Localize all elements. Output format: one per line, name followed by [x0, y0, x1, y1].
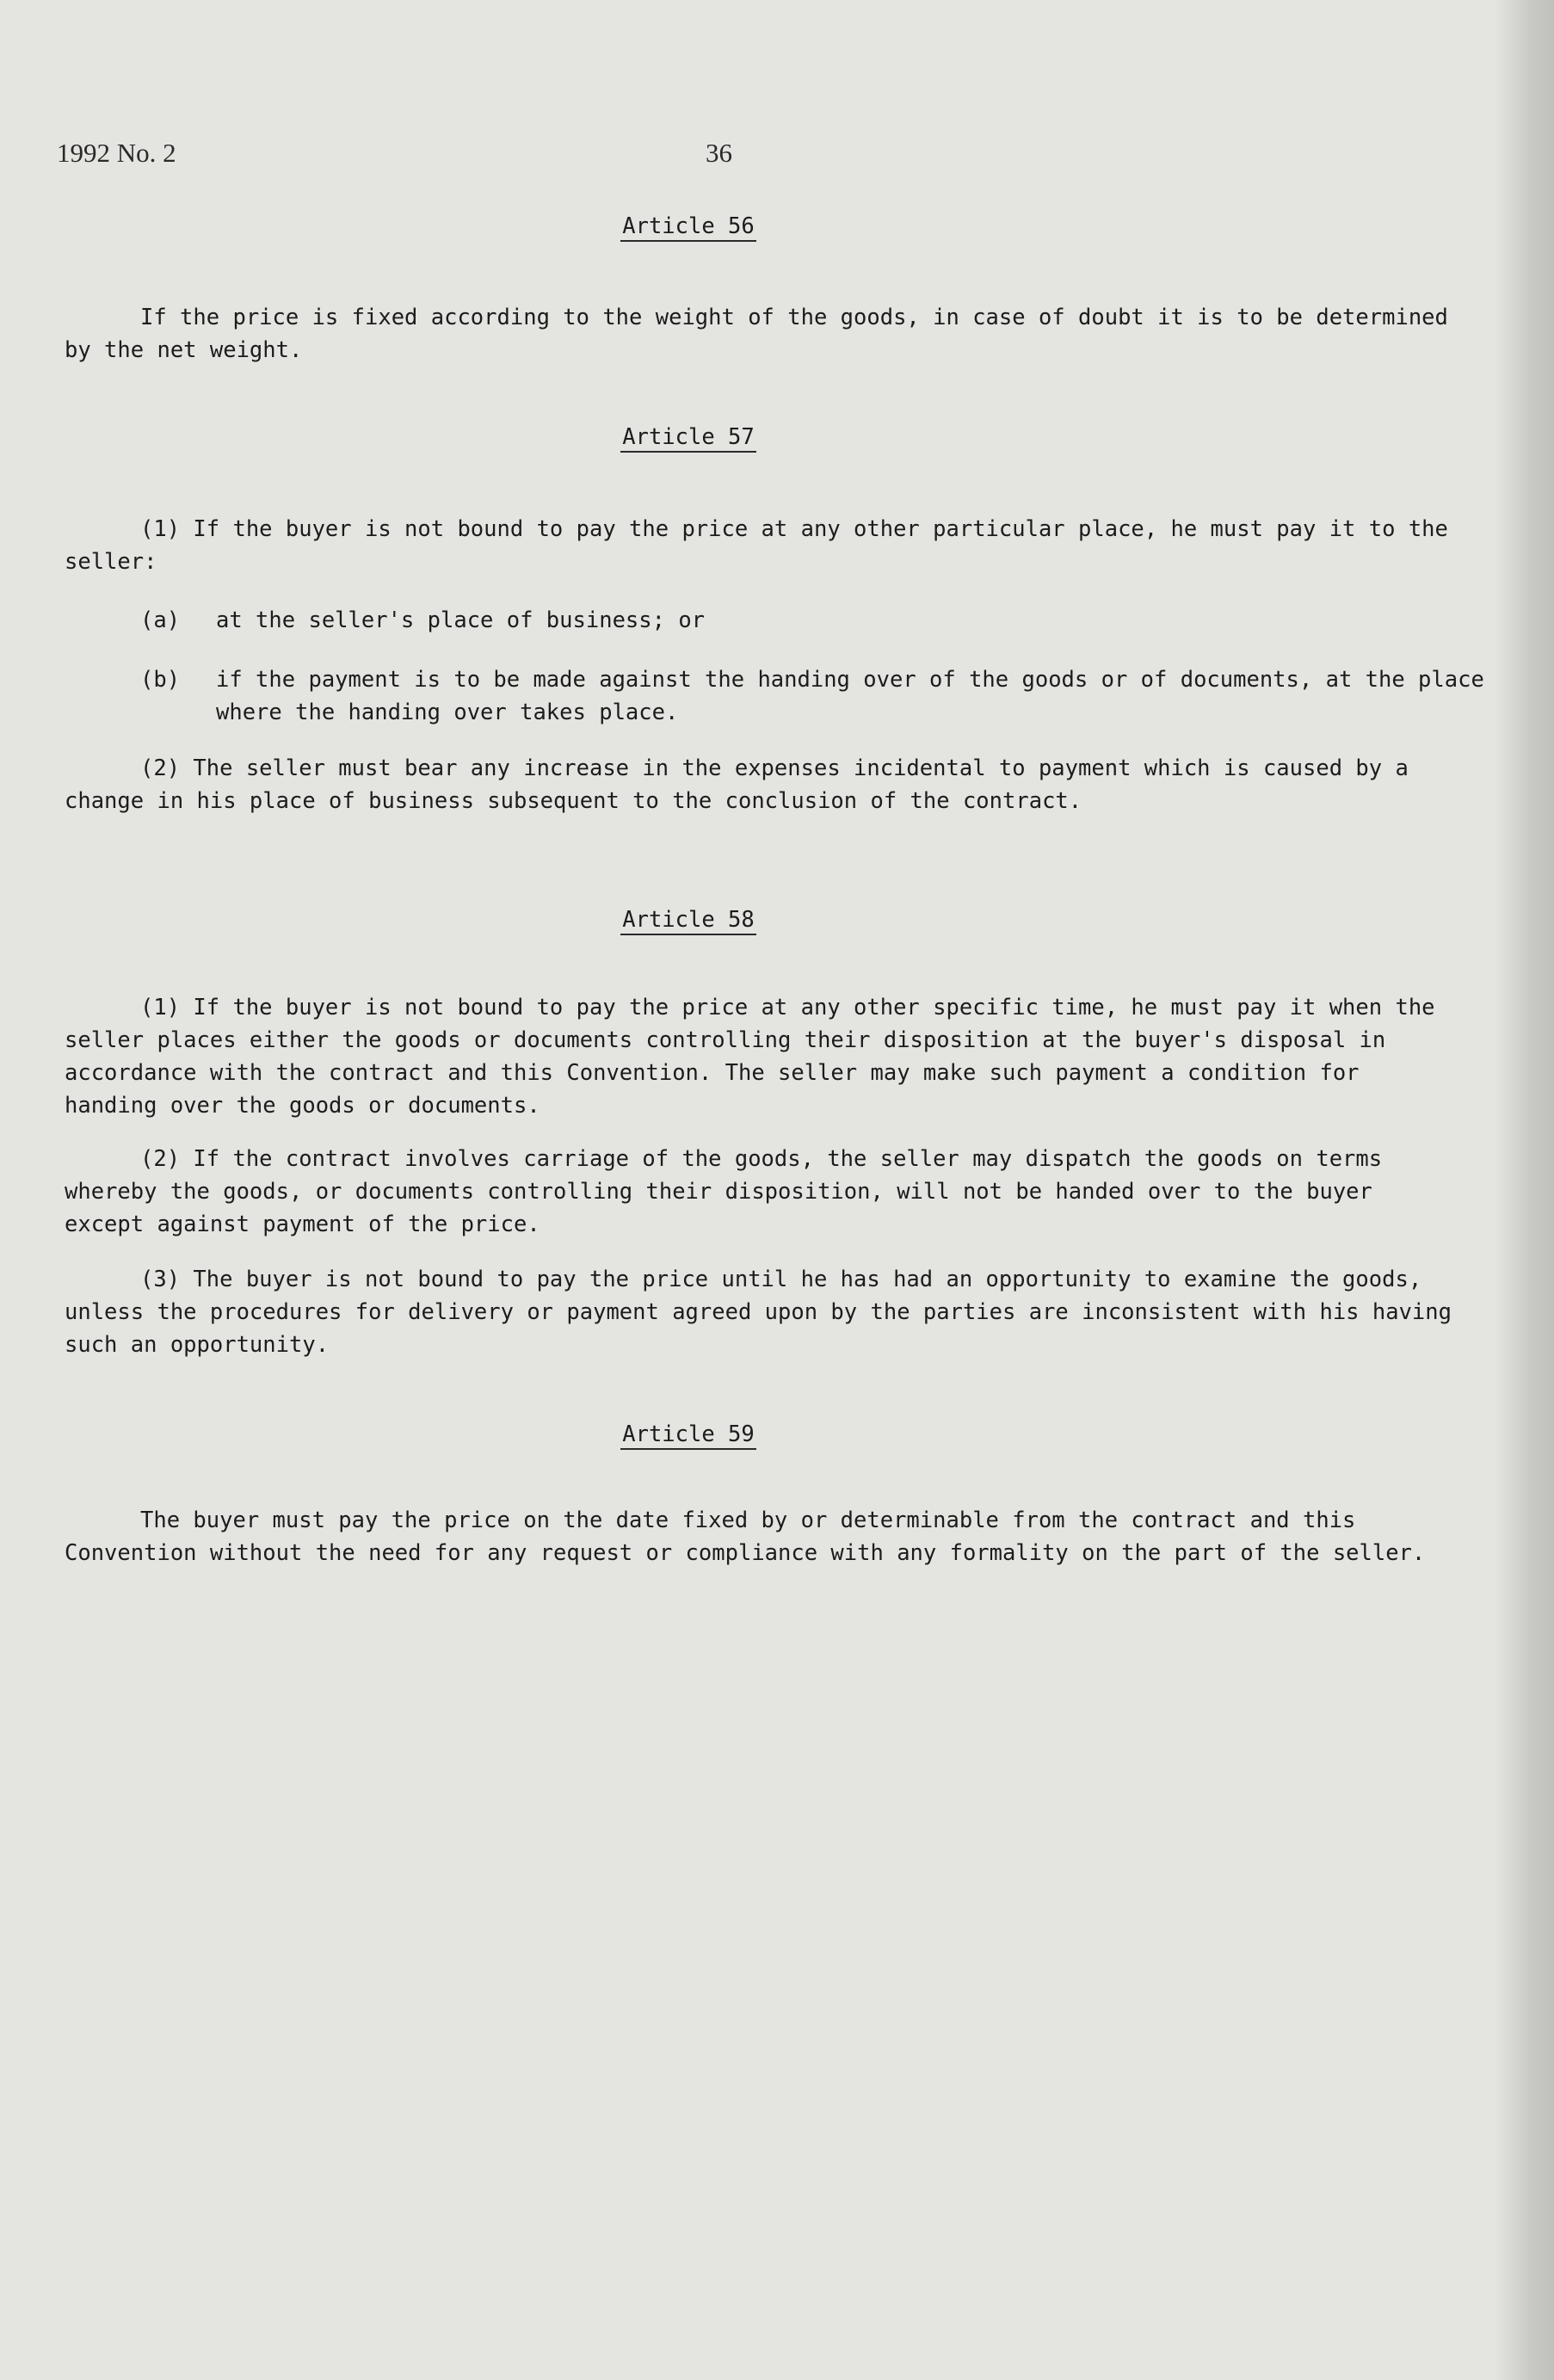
issue-label: 1992 No. 2 — [57, 138, 176, 168]
article-57-heading: Article 57 — [65, 421, 1441, 453]
article-57-item-b — [140, 663, 1517, 729]
article-58-paragraph-3: (3) The buyer is not bound to pay the price until he has had an opportunity to examine the goods, unless the procedures for delivery or payment agreed upon by the parties are inconsistent with his having such an opportunity. — [65, 1267, 1452, 1358]
article-56-heading: Article 56 — [65, 210, 1441, 243]
item-marker: (a) — [140, 607, 181, 633]
page-number: 36 — [706, 138, 732, 168]
article-58-paragraph-1: (1) If the buyer is not bound to pay the price at any other specific time, he must pay it when the seller places either the goods or documents controlling their disposition at the buyer's disposal in accordance with the contract and this Convention. The seller may make such payment a condition for handing over the goods or documents. — [65, 995, 1435, 1119]
item-text: if the payment is to be made against the handing over of the goods or of documents, at the place where the handing over takes place. — [216, 667, 1484, 725]
article-58-heading: Article 58 — [65, 903, 1441, 936]
article-57-item-a — [140, 604, 1517, 637]
item-text: at the seller's place of business; or — [216, 607, 706, 633]
item-marker: (b) — [140, 667, 181, 693]
article-57-paragraph-2: (2) The seller must bear any increase in the expenses incidental to payment which is caused by a change in his place of business subsequent to the conclusion of the contract. — [65, 755, 1409, 814]
article-59-heading: Article 59 — [65, 1418, 1441, 1451]
article-57-paragraph-1: (1) If the buyer is not bound to pay the price at any other particular place, he must pay it to the seller: — [65, 516, 1448, 575]
article-56-paragraph: If the price is fixed according to the weight of the goods, in case of doubt it is to be determined by the net weight. — [65, 305, 1448, 363]
page-edge-shadow — [1494, 0, 1554, 2380]
article-59-paragraph: The buyer must pay the price on the date fixed by or determinable from the contract and this Convention without the need for any request or compliance with any formality on the part of the seller. — [65, 1508, 1426, 1566]
running-header — [57, 138, 1520, 172]
article-58-paragraph-2: (2) If the contract involves carriage of the goods, the seller may dispatch the goods on terms whereby the goods, or documents controlling their disposition, will not be handed over to the buyer except against payment of the price. — [65, 1146, 1383, 1237]
